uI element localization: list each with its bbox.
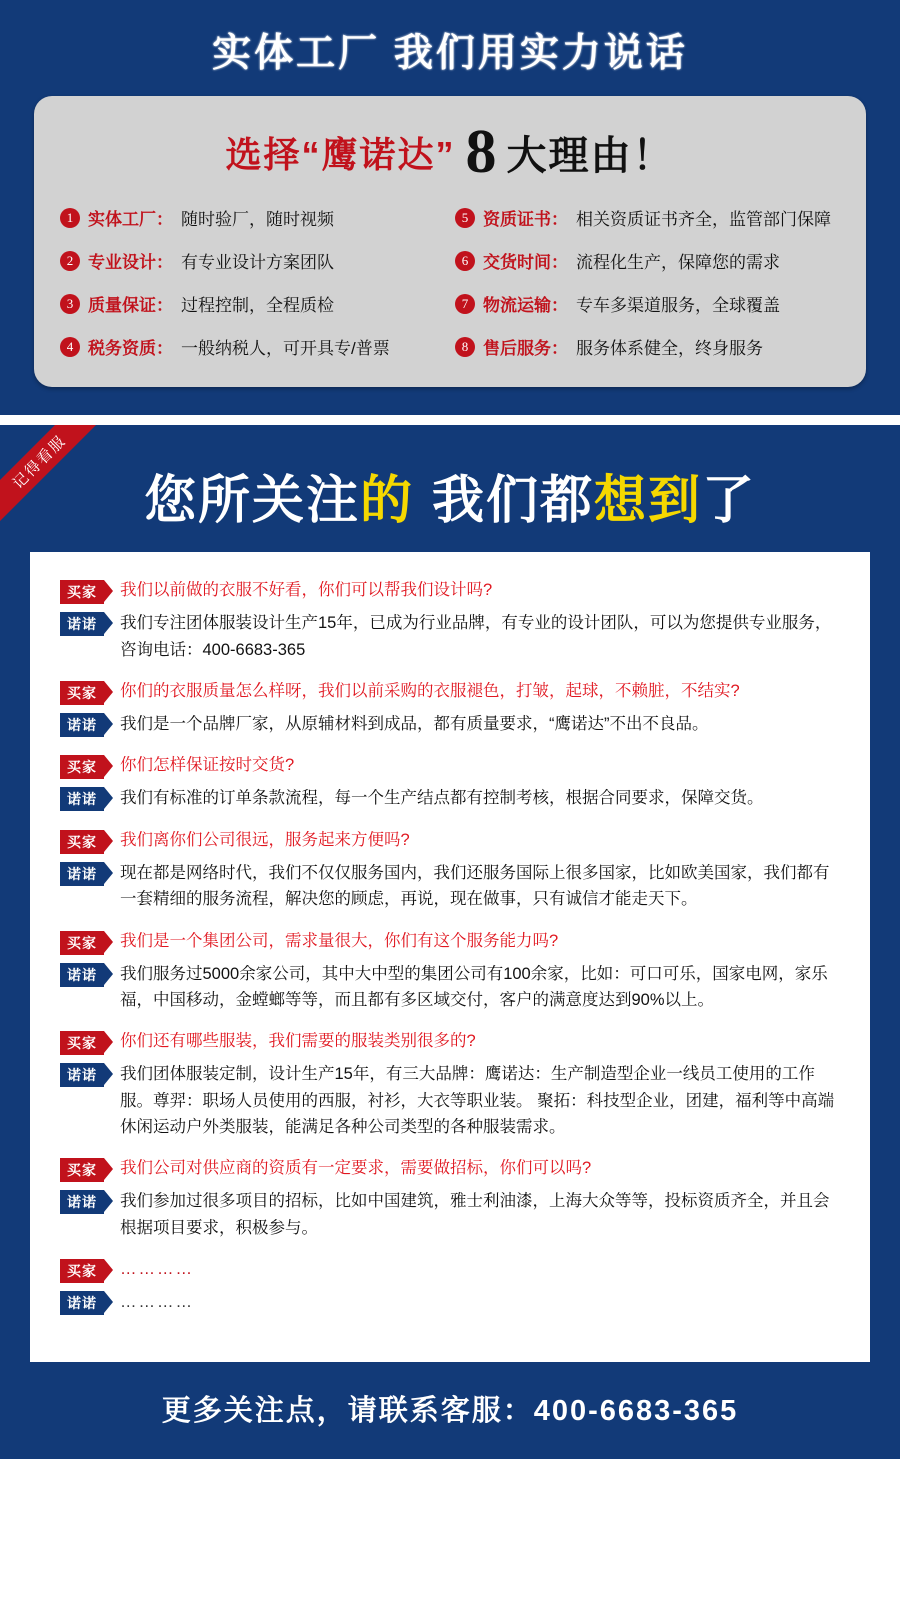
faq-question-row: [60, 753, 840, 779]
faq-answer-text: 我们参加过很多项目的招标，比如中国建筑，雅士利油漆，上海大众等等，投标资质齐全，并且会根据项目要求，积极参与。: [120, 1192, 830, 1237]
faq-question-text: 你们还有哪些服装，我们需要的服装类别很多的?: [120, 1032, 476, 1051]
reason-item: [455, 291, 840, 316]
faq-question-text: 我们是一个集团公司，需求量很大，你们有这个服务能力吗?: [120, 931, 559, 950]
reason-label: 质量保证：: [88, 296, 173, 315]
company-tag: 诺诺: [60, 713, 104, 737]
headline-black-text: 大理由！: [506, 134, 675, 178]
faq-answer-row: [60, 961, 840, 1014]
faq-question-row: [60, 929, 840, 955]
reason-text: 一般纳税人，可开具专/普票: [181, 339, 390, 358]
reason-number-badge: 7: [455, 294, 475, 314]
faq-answer-text: 我们团体服装定制，设计生产15年，有三大品牌：鹰诺达：生产制造型企业一线员工使用的工作服。尊羿：职场人员使用的西服，衬衫，大衣等职业装。 聚拓：科技型企业，团建，福利等中高端休闲运动户外类服装，能满足各种公司类型的各种服装需求。: [120, 1065, 835, 1137]
reason-number-badge: 6: [455, 251, 475, 271]
reason-text: 过程控制，全程质检: [181, 296, 334, 315]
reason-text: 有专业设计方案团队: [181, 253, 334, 272]
corner-ribbon: 记得看服: [0, 425, 102, 525]
company-tag: 诺诺: [60, 787, 104, 811]
footer-contact: 更多关注点，请联系客服：400-6683-365: [161, 1394, 739, 1427]
reason-label: 专业设计：: [88, 253, 173, 272]
reason-number-badge: 3: [60, 294, 80, 314]
reason-label: 税务资质：: [88, 339, 173, 358]
company-tag: 诺诺: [60, 862, 104, 886]
faq-headline: [0, 425, 900, 552]
faq-answer-text: 我们服务过5000余家公司，其中大中型的集团公司有100余家，比如：可口可乐，国家电网，家乐福，中国移动，金螳螂等等，而且都有多区域交付，客户的满意度达到90%以上。: [120, 964, 828, 1009]
faq-answer-text: 我们专注团体服装设计生产15年，已成为行业品牌，有专业的设计团队，可以为您提供专业服务，咨询电话：400-6683-365: [120, 614, 832, 659]
faq-answer-row: [60, 1289, 840, 1315]
reasons-card: [34, 96, 866, 387]
faq-question-row: [60, 1156, 840, 1182]
reason-label: 实体工厂：: [88, 210, 173, 229]
reasons-headline: [60, 118, 840, 205]
buyer-tag: 买家: [60, 681, 104, 705]
faq-item: [60, 1029, 840, 1140]
faq-answer-row: [60, 785, 840, 811]
faq-question-text: 你们怎样保证按时交货?: [120, 756, 295, 775]
faq-question-row: [60, 1029, 840, 1055]
faq-answer-text: 现在都是网络时代，我们不仅仅服务国内，我们还服务国际上很多国家，比如欧美国家，我们都有一套精细的服务流程，解决您的顾虑，再说，现在做事，只有诚信才能走天下。: [120, 863, 830, 909]
buyer-tag: 买家: [60, 755, 104, 779]
reason-number-badge: 5: [455, 208, 475, 228]
banner-title: 实体工厂 我们用实力说话: [212, 32, 688, 75]
faq-question-text: 我们离你们公司很远，服务起来方便吗?: [120, 830, 410, 849]
faq-answer-text: 我们有标准的订单条款流程，每一个生产结点都有控制考核，根据合同要求，保障交货。: [120, 789, 764, 808]
faq-card: [30, 552, 870, 1361]
faq-item: [60, 753, 840, 811]
buyer-tag: 买家: [60, 580, 104, 604]
buyer-tag: 买家: [60, 1031, 104, 1055]
reason-item: [60, 291, 445, 316]
headline-part-5: 了: [702, 472, 757, 530]
reason-label: 交货时间：: [483, 253, 568, 272]
buyer-tag: 买家: [60, 1158, 104, 1182]
headline-part-1: 您所关注: [143, 472, 360, 530]
reason-number-badge: 8: [455, 337, 475, 357]
faq-answer-row: [60, 711, 840, 737]
headline-part-4: 想到: [594, 472, 703, 530]
company-tag: 诺诺: [60, 963, 104, 987]
faq-answer-text: 我们是一个品牌厂家，从原辅材料到成品，都有质量要求，“鹰诺达”不出不良品。: [120, 714, 709, 733]
faq-item: [60, 929, 840, 1014]
buyer-tag: 买家: [60, 931, 104, 955]
company-tag: 诺诺: [60, 1291, 104, 1315]
reason-item: [60, 334, 445, 359]
headline-number: 8: [465, 117, 497, 186]
reason-number-badge: 1: [60, 208, 80, 228]
headline-red-text: 选择“鹰诺达”: [225, 134, 456, 175]
faq-question-row: [60, 828, 840, 854]
faq-answer-row: [60, 1061, 840, 1140]
reason-text: 相关资质证书齐全，监管部门保障: [576, 210, 831, 229]
reason-text: 服务体系健全，终身服务: [576, 339, 763, 358]
reason-label: 售后服务：: [483, 339, 568, 358]
headline-part-2: 的: [359, 472, 414, 530]
reasons-section: [0, 0, 900, 415]
faq-question-row: [60, 679, 840, 705]
faq-item: [60, 679, 840, 737]
faq-item: [60, 1257, 840, 1315]
headline-part-3: 我们都: [431, 472, 594, 530]
reason-number-badge: 4: [60, 337, 80, 357]
faq-item: [60, 828, 840, 913]
reason-text: 随时验厂，随时视频: [181, 210, 334, 229]
reason-label: 资质证书：: [483, 210, 568, 229]
reason-text: 专车多渠道服务，全球覆盖: [576, 296, 780, 315]
faq-answer-row: [60, 1188, 840, 1241]
buyer-tag: 买家: [60, 1259, 104, 1283]
reason-label: 物流运输：: [483, 296, 568, 315]
section-divider: [0, 415, 900, 425]
buyer-tag: 买家: [60, 830, 104, 854]
reason-item: [60, 248, 445, 273]
reason-item: [60, 205, 445, 230]
faq-answer-text: …………: [120, 1293, 194, 1312]
reason-text: 流程化生产，保障您的需求: [576, 253, 780, 272]
reason-item: [455, 205, 840, 230]
faq-question-row: [60, 1257, 840, 1283]
reasons-grid: [60, 205, 840, 359]
faq-question-text: 我们以前做的衣服不好看，你们可以帮我们设计吗?: [120, 581, 493, 600]
faq-question-text: …………: [120, 1260, 194, 1279]
faq-question-text: 我们公司对供应商的资质有一定要求，需要做招标，你们可以吗?: [120, 1159, 592, 1178]
faq-item: [60, 1156, 840, 1241]
faq-item: [60, 578, 840, 663]
company-tag: 诺诺: [60, 612, 104, 636]
company-tag: 诺诺: [60, 1190, 104, 1214]
reason-number-badge: 2: [60, 251, 80, 271]
faq-question-text: 你们的衣服质量怎么样呀，我们以前采购的衣服褪色，打皱，起球，不赖脏，不结实?: [120, 681, 740, 700]
faq-answer-row: [60, 610, 840, 663]
reason-item: [455, 248, 840, 273]
company-tag: 诺诺: [60, 1063, 104, 1087]
faq-answer-row: [60, 860, 840, 913]
faq-section: [0, 425, 900, 1459]
faq-question-row: [60, 578, 840, 604]
reason-item: [455, 334, 840, 359]
